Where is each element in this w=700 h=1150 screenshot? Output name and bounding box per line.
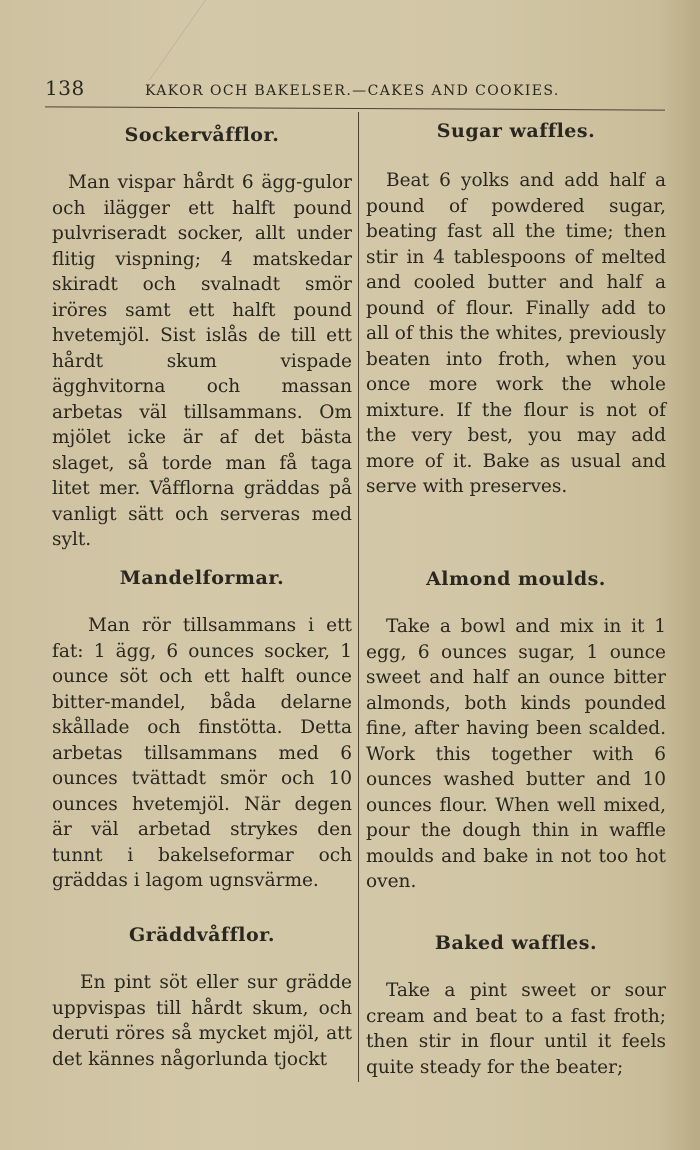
recipe-title: Sockervåfflor. xyxy=(124,124,280,146)
recipe-title: Gräddvåfflor. xyxy=(128,924,276,946)
recipe-text: En pint söt eller sur grädde uppvispas till hårdt skum, och deruti röres så mycket mjöl, att det kännes någorlunda tjockt xyxy=(52,972,352,1070)
recipe-sugar-waffles xyxy=(366,116,666,500)
header-rule xyxy=(45,106,665,110)
running-title: KAKOR OCH BAKELSER.—CAKES AND COOKIES. xyxy=(145,83,560,99)
column-divider xyxy=(358,112,359,1082)
recipe-text: Take a pint sweet or sour cream and beat to a fast froth; then stir in flour until it feels quite steady for the beater; xyxy=(366,980,666,1078)
page-number: 138 xyxy=(45,76,85,100)
recipe-graddvafflor xyxy=(52,920,352,1072)
recipe-title: Almond moulds. xyxy=(426,568,606,590)
recipe-text: Man vispar hårdt 6 ägg-gulor och ilägger ett halft pound pulvriseradt socker, allt under flitig vispning; 4 matskedar skiradt och svalnadt smör iröres samt ett halft pound hvetemjöl. Sist islås de till ett hårdt skum vispade ägghvitorna och massan arbetas väl tillsammans. Om mjölet icke är af det bästa slaget, så torde man få taga litet mer. Våfflorna gräddas på vanligt sätt och serveras med sylt. xyxy=(52,172,352,550)
recipe-title: Sugar waffles. xyxy=(436,120,596,142)
recipe-almond-moulds xyxy=(366,564,666,895)
recipe-title: Mandelformar. xyxy=(119,567,285,589)
recipe-sockervafflor xyxy=(52,120,352,553)
recipe-title: Baked waffles. xyxy=(434,932,598,954)
recipe-mandelformar xyxy=(52,563,352,894)
recipe-baked-waffles xyxy=(366,928,666,1080)
recipe-text: Take a bowl and mix in it 1 egg, 6 ounces sugar, 1 ounce sweet and half an ounce bitter almonds, both kinds pounded fine, after having been scalded. Work this together with 6 ounces washed butter and 10 ounces flour. When well mixed, pour the dough thin in waffle moulds and bake in not too hot oven. xyxy=(366,616,666,892)
paper-crease xyxy=(149,0,286,80)
recipe-text: Man rör tillsammans i ett fat: 1 ägg, 6 ounces socker, 1 ounce söt och ett halft ounce bitter-mandel, båda delarne skållade och finstötta. Detta arbetas tillsammans med 6 ounces tvättadt smör och 10 ounces hvetemjöl. När degen är väl arbetad strykes den tunnt i bakelseformar och gräddas i lagom ugnsvärme. xyxy=(52,615,352,891)
recipe-text: Beat 6 yolks and add half a pound of powdered sugar, beating fast all the time; then stir in 4 tablespoons of melted and cooled butter and half a pound of flour. Finally add to all of this the whites, previously beaten into froth, when you once more work the whole mixture. If the flour is not of the very best, you may add more of it. Bake as usual and serve with preserves. xyxy=(366,170,666,497)
page-header xyxy=(45,76,665,104)
